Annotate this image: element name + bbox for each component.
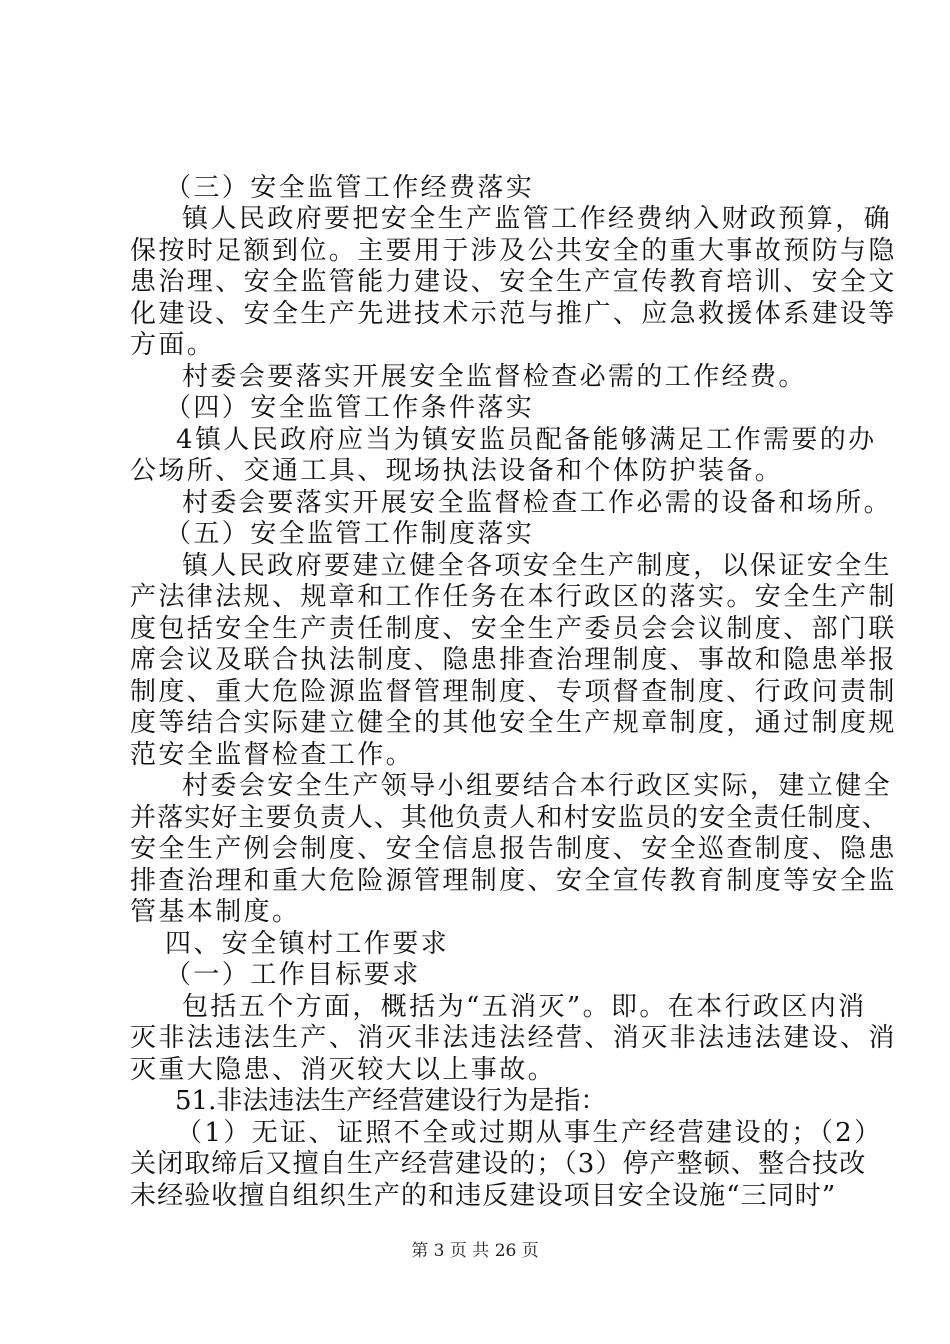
paragraph-line: 产法律法规、规章和工作任务在本行政区的落实。安全生产制	[130, 582, 897, 612]
section-heading-4: 四、安全镇村工作要求	[165, 929, 450, 959]
paragraph-line: 4镇人民政府应当为镇安监员配备能够满足工作需要的办	[176, 425, 877, 455]
paragraph-line: 范安全监督检查工作。	[130, 740, 415, 770]
paragraph-line: 化建设、安全生产先进技术示范与推广、应急救援体系建设等	[130, 299, 897, 329]
paragraph-line: 村委会要落实开展安全监督检查必需的工作经费。	[182, 362, 807, 392]
paragraph-line: 方面。	[130, 330, 216, 360]
paragraph-line: 制度、重大危险源监督管理制度、专项督查制度、行政问责制	[130, 677, 897, 707]
paragraph-line: 度包括安全生产责任制度、安全生产委员会会议制度、部门联	[130, 614, 897, 644]
paragraph-line: 村委会要落实开展安全监督检查工作必需的设备和场所。	[182, 488, 893, 518]
paragraph-line: 度等结合实际建立健全的其他安全生产规章制度，通过制度规	[130, 708, 897, 738]
paragraph-line: 镇人民政府要把安全生产监管工作经费纳入财政预算，确	[182, 204, 893, 234]
paragraph-line: 管基本制度。	[130, 897, 301, 927]
paragraph-line: 村委会安全生产领导小组要结合本行政区实际，建立健全	[182, 771, 893, 801]
paragraph-line: 排查治理和重大危险源管理制度、安全宣传教育制度等安全监	[130, 866, 897, 896]
paragraph-line: 51.非法违法生产经营建设行为是指：	[175, 1086, 607, 1116]
paragraph-line: 关闭取缔后又擅自生产经营建设的；（3）停产整顿、整合技改	[130, 1149, 867, 1179]
paragraph-line: 患治理、安全监管能力建设、安全生产宣传教育培训、安全文	[130, 267, 897, 297]
paragraph-line: 灭重大隐患、消灭较大以上事故。	[130, 1055, 557, 1085]
heading-3-funding: （三）安全监管工作经费落实	[165, 173, 535, 203]
paragraph-line: （1）无证、证照不全或过期从事生产经营建设的；（2）	[176, 1118, 883, 1148]
paragraph-line: 并落实好主要负责人、其他负责人和村安监员的安全责任制度、	[130, 803, 889, 833]
paragraph-line: 安全生产例会制度、安全信息报告制度、安全巡查制度、隐患	[130, 834, 897, 864]
heading-4-conditions: （四）安全监管工作条件落实	[165, 393, 535, 423]
paragraph-line: 镇人民政府要建立健全各项安全生产制度，以保证安全生	[182, 551, 893, 581]
paragraph-line: 公场所、交通工具、现场执法设备和个体防护装备。	[130, 456, 784, 486]
paragraph-line: 保按时足额到位。主要用于涉及公共安全的重大事故预防与隐	[130, 236, 897, 266]
paragraph-line: 包括五个方面，概括为“五消灭”。即。在本行政区内消	[182, 992, 867, 1022]
heading-5-systems: （五）安全监管工作制度落实	[165, 519, 535, 549]
paragraph-line: 席会议及联合执法制度、隐患排查治理制度、事故和隐患举报	[130, 645, 897, 675]
heading-1-goals: （一）工作目标要求	[165, 960, 421, 990]
paragraph-line: 灭非法违法生产、消灭非法违法经营、消灭非法违法建设、消	[130, 1023, 897, 1053]
page-footer: 第 3 页 共 26 页	[411, 1241, 539, 1261]
paragraph-line: 未经验收擅自组织生产的和违反建设项目安全设施“三同时”	[130, 1181, 837, 1211]
